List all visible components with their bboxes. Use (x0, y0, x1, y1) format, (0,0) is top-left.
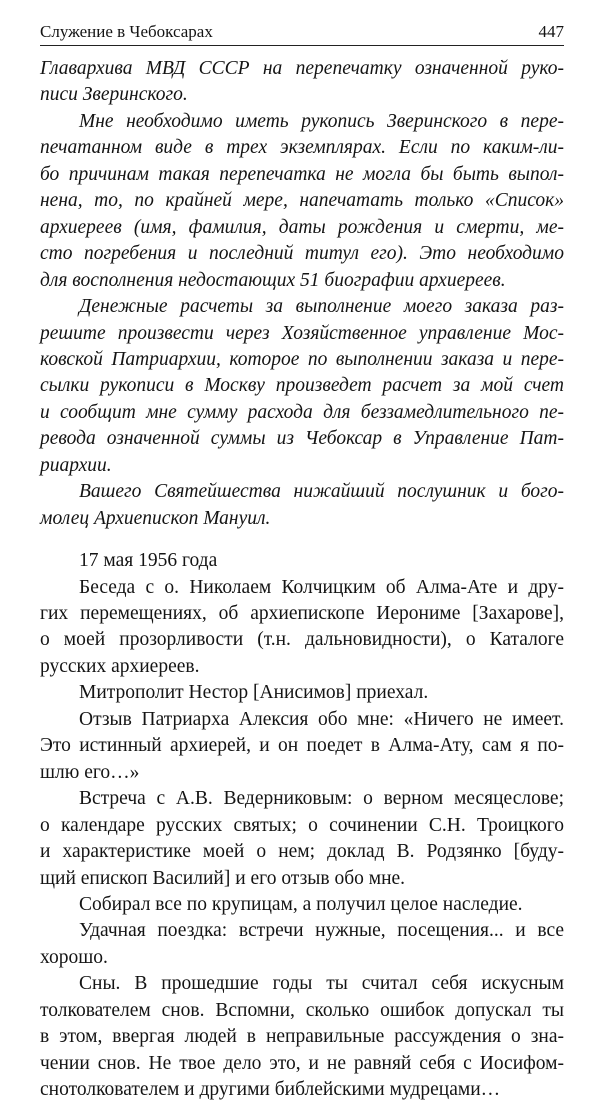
letter-text-line: Мне необходимо иметь рукопись Зверинского в пере- (79, 110, 564, 132)
letter-text-line: ковской Патриархии, которое по выполнении заказа и пере- (40, 348, 564, 370)
letter-text-line: писи Зверинского. (40, 84, 188, 106)
diary-text-line: Это истинный архиерей, и он поедет в Алма-Ату, сам я по- (40, 735, 564, 757)
diary-text-line: о моей прозорливости (т.н. дальновидности), о Каталоге (40, 629, 564, 651)
diary-text-line: Удачная поездка: встречи нужные, посещения... и все (79, 920, 564, 942)
diary-text-line: чении снов. Не твое дело это, и не равняй себя с Иосифом- (40, 1052, 564, 1074)
letter-text-line: для восполнения недостающих 51 биографии архиереев. (40, 269, 506, 291)
diary-text-line: Митрополит Нестор [Анисимов] приехал. (79, 682, 429, 704)
diary-text-line: русских архиереев. (40, 655, 200, 677)
letter-text-line: молец Архиепископ Мануил. (40, 507, 271, 529)
diary-text-line: хорошо. (40, 946, 108, 968)
letter-text-line: сылки рукописи в Москву произведет расчет за мой счет (40, 375, 564, 397)
letter-text-line: печатанном виде в трех экземплярах. Если по каким-ли- (40, 137, 564, 159)
diary-text-line: о календаре русских святых; о сочинении С.Н. Троицкого (40, 814, 564, 836)
letter-text-line: архиереев (имя, фамилия, даты рождения и смерти, ме- (40, 216, 564, 238)
diary-text-line: Сны. В прошедшие годы ты считал себя искусным (79, 973, 564, 995)
diary-text-line: Встреча с А.В. Ведерниковым: о верном месяцеслове; (79, 788, 564, 810)
diary-text-line: щий епископ Василий] и его отзыв обо мне. (40, 867, 406, 889)
chapter-title: Служение в Чебоксарах (40, 22, 213, 41)
diary-text-line: Собирал все по крупицам, а получил целое наследие. (79, 893, 523, 915)
letter-text-line: и сообщит мне сумму расхода для беззамедлительного пе- (40, 401, 564, 423)
letter-text-line: сто погребения и последний титул его). Это необходимо (40, 243, 564, 265)
letter-text-line: риархии. (40, 454, 112, 476)
letter-text-line: Денежные расчеты за выполнение моего заказа раз- (79, 296, 564, 318)
letter-text-line: ревода означенной суммы из Чебоксар в Управление Пат- (40, 428, 564, 450)
diary-text-line: Беседа с о. Николаем Колчицким об Алма-Ате и дру- (79, 576, 564, 598)
letter-text-line: нена, то, по крайней мере, напечатать только «Список» (40, 190, 564, 212)
letter-text-line: Вашего Святейшества нижайший послушник и бого- (79, 481, 564, 503)
diary-text-line: толкователем снов. Вспомни, сколько ошибок допускал ты (40, 999, 564, 1021)
diary-text-line: 17 мая 1956 года (79, 550, 218, 572)
diary-text-line: Отзыв Патриарха Алексия обо мне: «Ничего не имеет. (79, 708, 564, 730)
page-number: 447 (538, 22, 564, 41)
header-rule (40, 45, 564, 46)
diary-text-line: гих перемещениях, об архиепископе Иерониме [Захарове], (40, 603, 564, 624)
letter-text-line: бо причинам такая перепечатка не могла бы быть выпол- (40, 163, 564, 185)
running-header (40, 20, 564, 44)
diary-text-line: шлю его…» (40, 761, 140, 783)
letter-text-line: Главархива МВД СССР на перепечатку означенной руко- (40, 58, 564, 79)
diary-text-line: снотолкователем и другими библейскими мудрецами… (40, 1079, 501, 1101)
diary-text-line: и характеристике моей о нем; доклад В. Родзянко [буду- (40, 841, 564, 863)
letter-text-line: решите произвести через Хозяйственное управление Мос- (40, 322, 564, 344)
diary-text-line: в этом, ввергая людей в неправильные рассуждения о зна- (40, 1026, 564, 1048)
